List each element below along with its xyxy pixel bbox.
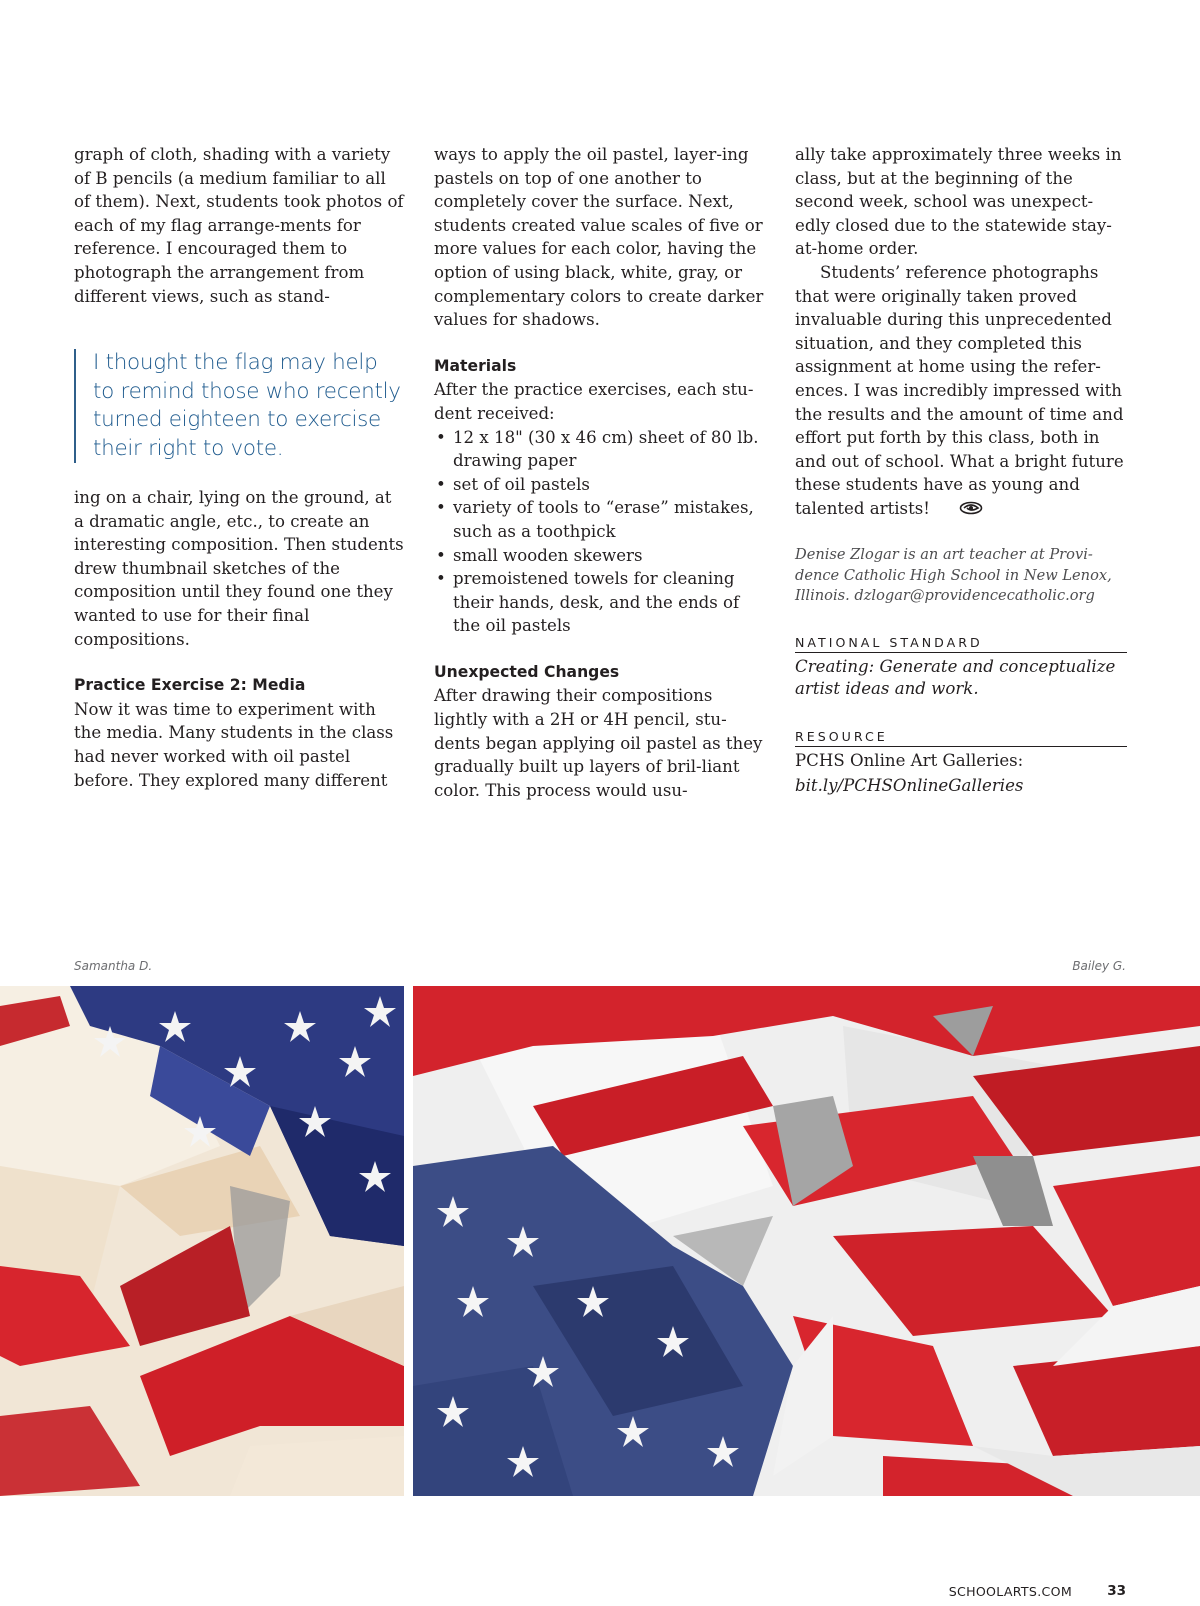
list-item: • 12 x 18" (30 x 46 cm) sheet of 80 lb. drawing paper [436,427,759,471]
page-number: 33 [1107,1583,1126,1599]
column-1-continued [74,486,404,792]
col2-changes-paragraph: After drawing their compositions lightly with a 2H or 4H pencil, stu-dents began applying oil pastel as they gradually built up layers of bril-liant color. This process would usu- [434,686,763,800]
col1-paragraph-3: Now it was time to experiment with the media. Many students in the class had never worked with oil pastel before. They explored many different [74,699,394,790]
practice-exercise-heading: Practice Exercise 2: Media [74,676,306,695]
site-url: SCHOOLARTS.COM [948,1584,1072,1599]
national-standard-label: NATIONAL STANDARD [795,635,1127,653]
column-1 [74,143,404,308]
caption-left: Samantha D. [74,959,153,973]
list-item: • variety of tools to “erase” mistakes, such as a toothpick [436,498,754,541]
col3-paragraph-2 [795,261,1127,521]
author-bio: Denise Zlogar is an art teacher at Provi-dence Catholic High School in New Lenox, Illinois. dzlogar@providencecatholic.org [795,546,1112,605]
list-item: • set of oil pastels [436,474,590,494]
col1-paragraph-1: graph of cloth, shading with a variety of B pencils (a medium familiar to all of them). Next, students took photos of each of my flag arrange-ments for reference. I encouraged them to photograph the arrangement from different views, such as stand- [74,145,404,306]
artwork-right-flag [413,986,1200,1496]
resource-label: RESOURCE [795,729,1127,747]
col3-paragraph-2-text: Students’ reference photographs that were originally taken proved invaluable during this unprecedented situation, and they completed this assignment at home using the refer-ences. I was incredibly impressed with the results and the amount of time and effort put forth by this class, both in and out of school. What a bright future these students have as young and talented artists! [795,262,1124,518]
national-standard-text: Creating: Generate and conceptualize artist ideas and work. [795,656,1116,699]
resource-name: PCHS Online Art Galleries: [795,750,1024,770]
unexpected-changes-heading: Unexpected Changes [434,662,620,681]
column-2 [434,143,764,802]
pull-quote [74,349,404,463]
resource-link[interactable]: bit.ly/PCHSOnlineGalleries [795,776,1024,796]
pull-quote-text: I thought the flag may help to remind those who recently turned eighteen to exercise their right to vote. [93,350,401,461]
caption-right: Bailey G. [1072,959,1126,973]
materials-intro: After the practice exercises, each stu-dent received: [434,380,754,423]
eye-swirl-icon [934,498,983,522]
col2-paragraph-1: ways to apply the oil pastel, layer-ing pastels on top of one another to completely cover the surface. Next, students created value scales of five or more values for each color, having the option of using black, white, gray, or complementary colors to create darker values for shadows. [434,145,764,330]
list-item: • small wooden skewers [436,545,643,565]
col3-paragraph-1: ally take approximately three weeks in class, but at the beginning of the second week, school was unexpect-edly closed due to the statewide stay-at-home order. [795,145,1122,259]
col1-paragraph-2: ing on a chair, lying on the ground, at a dramatic angle, etc., to create an interesting composition. Then students drew thumbnail sketches of the composition until they found one they wanted to use for their final compositions. [74,488,404,649]
artwork-left-flag [0,986,404,1496]
materials-list [434,426,764,638]
list-item: • premoistened towels for cleaning their hands, desk, and the ends of the oil pastels [436,569,740,636]
column-3 [795,143,1127,798]
materials-heading: Materials [434,356,517,375]
